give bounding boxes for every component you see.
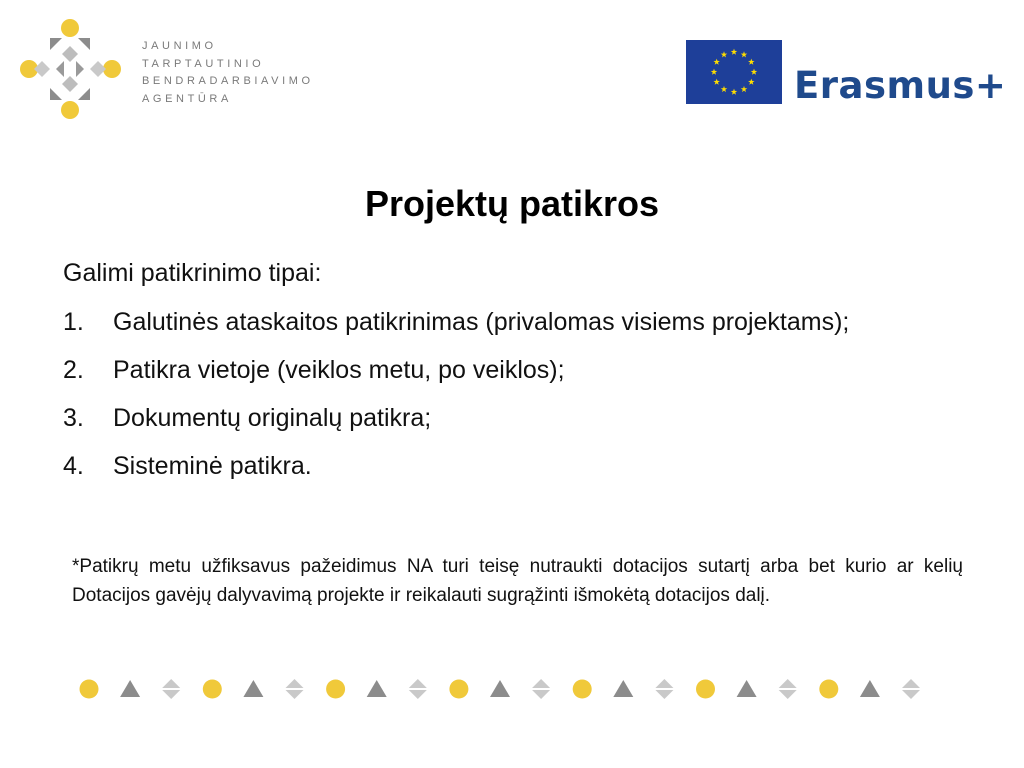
- list-item: [63, 449, 963, 483]
- eu-flag-icon: [686, 40, 782, 104]
- agency-logo-icon: [18, 18, 128, 122]
- diamond-icon: [532, 679, 550, 699]
- list-item-number: 3.: [63, 404, 84, 432]
- agency-name-line: JAUNIMO: [142, 40, 217, 52]
- dot-icon: [203, 680, 222, 699]
- list-item: [63, 353, 963, 387]
- list-item-number: 1.: [63, 308, 84, 336]
- dot-icon: [819, 680, 838, 699]
- dot-icon: [573, 680, 592, 699]
- check-types-list: [63, 305, 963, 497]
- list-item-text: Patikra vietoje (veiklos metu, po veiklos);: [113, 356, 565, 384]
- list-item-text: Dokumentų originalų patikra;: [113, 404, 432, 432]
- triangle-icon: [613, 680, 633, 697]
- footnote: *Patikrų metu užfiksavus pažeidimus NA turi teisę nutraukti dotacijos sutartį arba bet kurio ar kelių Dotacijos gavėjų dalyvavimą projekte ir reikalauti sugrąžinti išmokėtą dotacijos dalį.: [72, 556, 963, 606]
- list-item: [63, 401, 963, 435]
- intro-text: Galimi patikrinimo tipai:: [63, 259, 322, 287]
- triangle-icon: [860, 680, 880, 697]
- triangle-icon: [490, 680, 510, 697]
- triangle-icon: [120, 680, 140, 697]
- diamond-icon: [162, 679, 180, 699]
- diamond-icon: [409, 679, 427, 699]
- list-item-number: 2.: [63, 356, 84, 384]
- agency-name: [142, 38, 314, 108]
- dot-icon: [696, 680, 715, 699]
- list-item-text: Sisteminė patikra.: [113, 452, 312, 480]
- list-item-text: Galutinės ataskaitos patikrinimas (privalomas visiems projektams);: [113, 308, 850, 336]
- diamond-icon: [655, 679, 673, 699]
- page-title: Projektų patikros: [364, 183, 660, 224]
- diamond-icon: [902, 679, 920, 699]
- diamond-icon: [779, 679, 797, 699]
- dot-icon: [326, 680, 345, 699]
- dot-icon: [80, 680, 99, 699]
- agency-name-line: TARPTAUTINIO: [142, 57, 265, 70]
- agency-name-line: AGENTŪRA: [142, 92, 232, 105]
- triangle-icon: [737, 680, 757, 697]
- triangle-icon: [243, 680, 263, 697]
- list-item: [63, 305, 963, 339]
- triangle-icon: [367, 680, 387, 697]
- agency-name-line: BENDRADARBIAVIMO: [142, 75, 314, 87]
- list-item-number: 4.: [63, 452, 84, 480]
- erasmus-wordmark: Erasmus+: [794, 64, 1007, 107]
- dot-icon: [449, 680, 468, 699]
- decorative-pattern: [72, 672, 952, 706]
- diamond-icon: [286, 679, 304, 699]
